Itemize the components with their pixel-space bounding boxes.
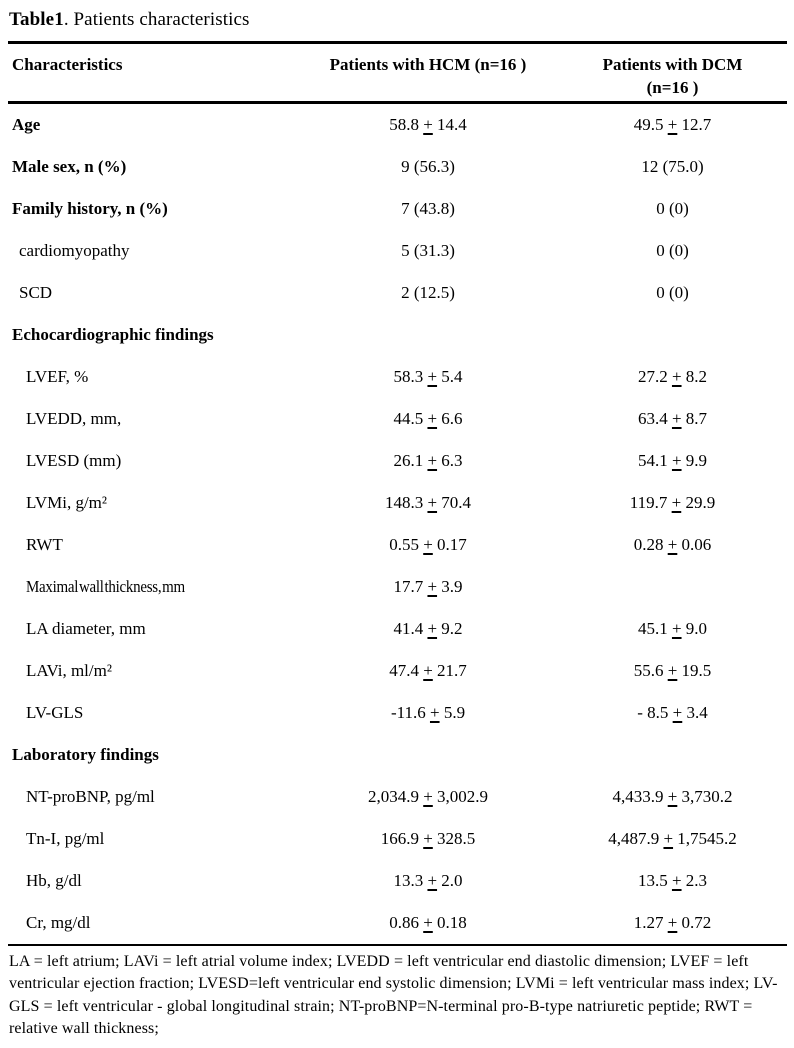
plus-minus-symbol: + (671, 451, 682, 470)
hcm-value: 13.3 + 2.0 (393, 871, 463, 890)
plus-minus-symbol: + (427, 451, 438, 470)
plus-minus-symbol: + (423, 787, 433, 806)
hcm-value: 44.5 + 6.6 (393, 409, 463, 428)
plus-minus-symbol: + (427, 409, 438, 428)
table-header-row (8, 44, 787, 104)
hcm-value: 58.3 + 5.4 (393, 367, 463, 386)
row-label: Cr, mg/dl (26, 913, 91, 932)
dcm-value: 13.5 + 2.3 (637, 871, 708, 890)
plus-minus-symbol: + (667, 661, 678, 680)
row-label: Tn-I, pg/ml (26, 829, 105, 848)
hcm-value: 0.86 + 0.18 (389, 913, 467, 932)
dcm-value: 0 (0) (656, 241, 689, 260)
row-la-diameter (8, 608, 787, 650)
row-scd (8, 272, 787, 314)
patients-characteristics-table (8, 41, 787, 946)
row-tn-i (8, 818, 787, 860)
plus-minus-symbol: + (667, 115, 678, 134)
row-male-sex (8, 146, 787, 188)
header-characteristics: Characteristics (12, 55, 123, 74)
table-caption (8, 6, 787, 41)
row-label: NT-proBNP, pg/ml (26, 787, 155, 806)
header-dcm-label: Patients with DCM (n=16 ) (602, 55, 743, 97)
row-label: Hb, g/dl (26, 871, 82, 890)
plus-minus-symbol: + (423, 115, 433, 134)
plus-minus-symbol: + (429, 703, 440, 722)
section-label: Echocardiographic findings (12, 325, 214, 344)
row-maximal-wall-thickness (8, 566, 787, 608)
plus-minus-symbol: + (671, 409, 682, 428)
section-laboratory-findings (8, 734, 787, 776)
row-lvmi (8, 482, 787, 524)
table-caption-number: Table1 (9, 9, 64, 30)
row-label: LVESD (mm) (26, 451, 122, 470)
plus-minus-symbol: + (427, 619, 438, 638)
dcm-value: 4,487.9 + 1,7545.2 (608, 829, 737, 848)
row-label: Family history, n (%) (12, 199, 168, 218)
header-hcm-group: Patients with HCM (n=16 ) (329, 55, 527, 74)
hcm-value: 5 (31.3) (401, 241, 455, 260)
row-cardiomyopathy (8, 230, 787, 272)
row-label: cardiomyopathy (19, 241, 130, 260)
hcm-value: 0.55 + 0.17 (389, 535, 467, 554)
plus-minus-symbol: + (423, 535, 433, 554)
row-age (8, 104, 787, 146)
row-hb (8, 860, 787, 902)
dcm-value: 63.4 + 8.7 (637, 409, 708, 428)
table-caption-text: . Patients characteristics (63, 9, 250, 30)
dcm-value: 0 (0) (656, 283, 689, 302)
dcm-value: 119.7 + 29.9 (629, 493, 716, 512)
plus-minus-symbol: + (427, 493, 438, 512)
dcm-value: 45.1 + 9.0 (637, 619, 708, 638)
plus-minus-symbol: + (672, 703, 683, 722)
row-label: LAVi, ml/m² (26, 661, 112, 680)
plus-minus-symbol: + (667, 787, 678, 806)
plus-minus-symbol: + (671, 493, 682, 512)
hcm-value: 47.4 + 21.7 (389, 661, 467, 680)
plus-minus-symbol: + (671, 367, 682, 386)
row-label: LVEDD, mm, (26, 409, 122, 428)
plus-minus-symbol: + (427, 577, 438, 596)
dcm-value: 55.6 + 19.5 (633, 661, 712, 680)
row-cr (8, 902, 787, 944)
plus-minus-symbol: + (427, 871, 438, 890)
plus-minus-symbol: + (671, 619, 682, 638)
row-label: RWT (26, 535, 63, 554)
dcm-value: - 8.5 + 3.4 (637, 703, 708, 722)
row-label: LA diameter, mm (26, 619, 146, 638)
row-label: LVMi, g/m² (26, 493, 107, 512)
dcm-value: 54.1 + 9.9 (637, 451, 708, 470)
row-lvef (8, 356, 787, 398)
hcm-value: 2,034.9 + 3,002.9 (367, 787, 489, 806)
plus-minus-symbol: + (423, 661, 433, 680)
hcm-value: -11.6 + 5.9 (390, 703, 466, 722)
dcm-value: 1.27 + 0.72 (633, 913, 712, 932)
plus-minus-symbol: + (671, 871, 682, 890)
condensed-label: Maximal wall thickness, mm (26, 577, 185, 596)
plus-minus-symbol: + (663, 829, 674, 848)
dcm-value: 49.5 + 12.7 (633, 115, 712, 134)
dcm-value: 0 (0) (656, 199, 689, 218)
row-lv-gls (8, 692, 787, 734)
dcm-value: 27.2 + 8.2 (637, 367, 708, 386)
hcm-value: 166.9 + 328.5 (380, 829, 476, 848)
row-nt-probnp (8, 776, 787, 818)
hcm-value: 26.1 + 6.3 (393, 451, 463, 470)
row-lvedd (8, 398, 787, 440)
hcm-value: 41.4 + 9.2 (393, 619, 463, 638)
row-label: LVEF, % (26, 367, 89, 386)
hcm-value: 9 (56.3) (401, 157, 455, 176)
section-echocardiographic-findings (8, 314, 787, 356)
hcm-value: 148.3 + 70.4 (384, 493, 472, 512)
plus-minus-symbol: + (423, 829, 433, 848)
hcm-value: 2 (12.5) (401, 283, 455, 302)
row-label: SCD (19, 283, 53, 302)
row-label: Age (12, 115, 41, 134)
row-label: LV-GLS (26, 703, 84, 722)
dcm-value: 12 (75.0) (641, 157, 704, 176)
abbreviations-footnote: LA = left atrium; LAVi = left atrial volume index; LVEDD = left ventricular end diastolic dimension; LVEF = left ventricular ejection fraction; LVESD=left ventricular end systolic dimension; LVMi = left ventricular mass index; LV-GLS = left ventricular - global longitudinal strain; NT-proBNP=N-terminal pro-B-type natriuretic peptide; RWT = relative wall thickness; (9, 953, 778, 1038)
row-lavi (8, 650, 787, 692)
header-dcm-group (558, 53, 787, 101)
hcm-value: 58.8 + 14.4 (389, 115, 467, 134)
plus-minus-symbol: + (427, 367, 438, 386)
table-body (8, 104, 787, 944)
plus-minus-symbol: + (667, 535, 678, 554)
dcm-value: 0.28 + 0.06 (633, 535, 712, 554)
hcm-value: 17.7 + 3.9 (393, 577, 463, 596)
dcm-value: 4,433.9 + 3,730.2 (612, 787, 733, 806)
row-family-history (8, 188, 787, 230)
plus-minus-symbol: + (423, 913, 433, 932)
row-label: Male sex, n (%) (12, 157, 127, 176)
row-rwt (8, 524, 787, 566)
hcm-value: 7 (43.8) (401, 199, 455, 218)
section-label: Laboratory findings (12, 745, 159, 764)
row-label (8, 577, 298, 597)
row-lvesd (8, 440, 787, 482)
plus-minus-symbol: + (667, 913, 678, 932)
